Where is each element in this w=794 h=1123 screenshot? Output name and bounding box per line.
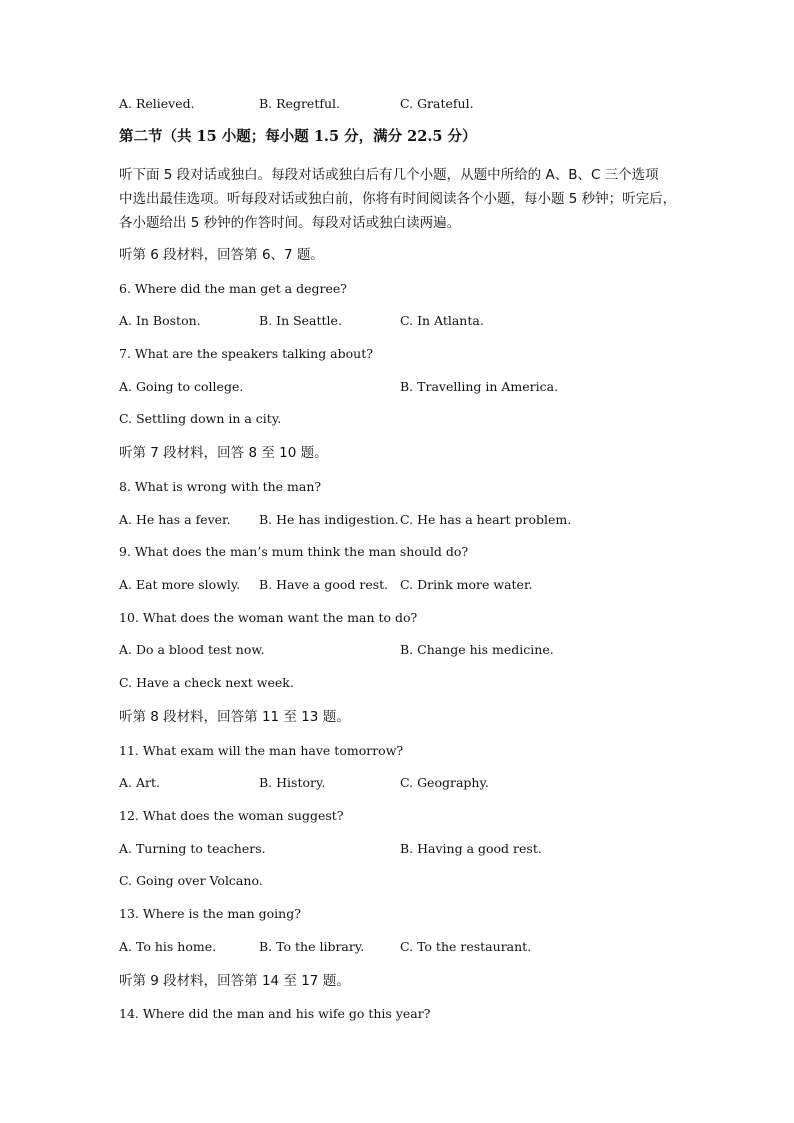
q7-option-b: B. Travelling in America. [400, 379, 559, 394]
q6-option-a: A. In Boston. [119, 313, 201, 328]
q6-question: 6. Where did the man get a degree? [119, 281, 347, 296]
material-9-heading: 听第 9 段材料，回答第 14 至 17 题。 [119, 973, 350, 989]
q9-option-a: A. Eat more slowly. [119, 577, 241, 592]
q13-option-b: B. To the library. [259, 939, 365, 954]
material-8-heading: 听第 8 段材料，回答第 11 至 13 题。 [119, 709, 350, 725]
q7-option-c: C. Settling down in a city. [119, 411, 282, 426]
q12-option-b: B. Having a good rest. [400, 841, 542, 856]
q8-option-b: B. He has indigestion. [259, 512, 399, 527]
q13-option-c: C. To the restaurant. [400, 939, 532, 954]
instructions-line-1: 听下面 5 段对话或独白。每段对话或独白后有几个小题，从题中所给的 A、B、C 三个选项 [119, 167, 659, 183]
q9-option-b: B. Have a good rest. [259, 577, 389, 592]
q10-option-b: B. Change his medicine. [400, 642, 554, 657]
section-header: 第二节（共 15 小题；每小题 1.5 分，满分 22.5 分） [119, 128, 477, 145]
q6-option-b: B. In Seattle. [259, 313, 342, 328]
instructions [119, 163, 679, 235]
q9-question: 9. What does the man’s mum think the man should do? [119, 544, 469, 559]
q10-option-a: A. Do a blood test now. [119, 642, 265, 657]
material-6-heading: 听第 6 段材料，回答第 6、7 题。 [119, 247, 324, 263]
q5-option-c: C. Grateful. [400, 96, 474, 111]
q13-question: 13. Where is the man going? [119, 906, 301, 921]
q13-option-a: A. To his home. [119, 939, 217, 954]
instructions-line-2: 中选出最佳选项。听每段对话或独白前，你将有时间阅读各个小题，每小题 5 秒钟；听完后， [119, 191, 677, 207]
q5-option-a: A. Relieved. [119, 96, 195, 111]
q12-question: 12. What does the woman suggest? [119, 808, 344, 823]
q11-option-a: A. Art. [119, 775, 160, 790]
q10-option-c: C. Have a check next week. [119, 675, 294, 690]
q6-option-c: C. In Atlanta. [400, 313, 484, 328]
q12-option-c: C. Going over Volcano. [119, 873, 263, 888]
q7-question: 7. What are the speakers talking about? [119, 346, 373, 361]
instructions-line-3: 各小题给出 5 秒钟的作答时间。每段对话或独白读两遍。 [119, 215, 461, 231]
q11-question: 11. What exam will the man have tomorrow? [119, 743, 404, 758]
q5-option-b: B. Regretful. [259, 96, 340, 111]
q8-option-a: A. He has a fever. [119, 512, 231, 527]
q11-option-b: B. History. [259, 775, 326, 790]
q9-option-c: C. Drink more water. [400, 577, 533, 592]
q10-question: 10. What does the woman want the man to do? [119, 610, 418, 625]
q14-question: 14. Where did the man and his wife go this year? [119, 1006, 431, 1021]
q8-option-c: C. He has a heart problem. [400, 512, 572, 527]
q8-question: 8. What is wrong with the man? [119, 479, 322, 494]
q12-option-a: A. Turning to teachers. [119, 841, 266, 856]
q7-option-a: A. Going to college. [119, 379, 244, 394]
material-7-heading: 听第 7 段材料，回答 8 至 10 题。 [119, 445, 328, 461]
q11-option-c: C. Geography. [400, 775, 489, 790]
